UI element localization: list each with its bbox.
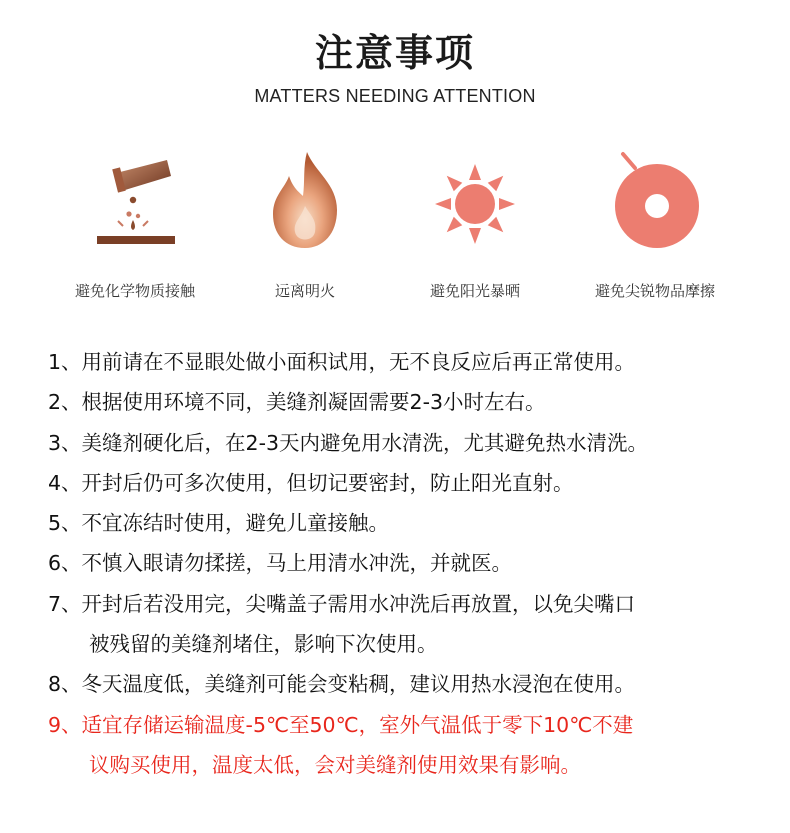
chemical-pour-icon bbox=[75, 146, 195, 256]
note-number: 8、 bbox=[48, 672, 82, 697]
icon-label-sun: 避免阳光暴晒 bbox=[429, 282, 520, 300]
note-number: 1、 bbox=[48, 350, 82, 374]
note-number: 2、 bbox=[48, 390, 82, 415]
note-item-4 bbox=[48, 463, 768, 503]
note-text: 适宜存储运输温度-5℃至50℃，室外气温低于零下10℃不建 bbox=[81, 712, 634, 737]
note-item-5 bbox=[48, 503, 768, 543]
note-item-6 bbox=[48, 543, 768, 583]
icon-label-flame: 远离明火 bbox=[274, 282, 335, 300]
note-text-continued: 议购买使用，温度太低，会对美缝剂使用效果有影响。 bbox=[89, 752, 581, 777]
icon-cell-chemical bbox=[40, 140, 230, 310]
note-number: 4、 bbox=[48, 470, 82, 495]
note-text: 开封后若没用完，尖嘴盖子需用水冲洗后再放置，以免尖嘴口 bbox=[81, 591, 636, 616]
note-number: 3、 bbox=[48, 430, 82, 455]
icon-cell-sharp bbox=[560, 140, 750, 310]
note-text: 不慎入眼请勿揉搓，马上用清水冲洗，并就医。 bbox=[81, 551, 513, 576]
page-title: 注意事项 bbox=[314, 31, 475, 75]
note-text: 美缝剂硬化后，在2-3天内避免用水清洗，尤其避免热水清洗。 bbox=[81, 430, 649, 455]
sharp-object-ring-icon bbox=[595, 146, 715, 256]
note-item-9-warning bbox=[48, 705, 768, 786]
note-item-1 bbox=[48, 342, 768, 382]
page-subtitle: MATTERS NEEDING ATTENTION bbox=[254, 86, 536, 106]
note-item-8 bbox=[48, 664, 768, 704]
note-text: 开封后仍可多次使用，但切记要密封，防止阳光直射。 bbox=[81, 470, 574, 495]
note-text: 用前请在不显眼处做小面积试用，无不良反应后再正常使用。 bbox=[81, 350, 636, 374]
note-number: 6、 bbox=[48, 551, 82, 576]
note-text: 根据使用环境不同，美缝剂凝固需要2-3小时左右。 bbox=[81, 390, 546, 415]
note-text: 不宜冻结时使用，避免儿童接触。 bbox=[81, 511, 390, 536]
note-number: 7、 bbox=[48, 591, 82, 616]
notes-list bbox=[48, 342, 768, 785]
note-item-2 bbox=[48, 382, 768, 422]
note-number: 5、 bbox=[48, 511, 82, 536]
icon-row bbox=[0, 140, 790, 310]
icon-cell-sun bbox=[380, 140, 570, 310]
note-text-continued: 被残留的美缝剂堵住，影响下次使用。 bbox=[89, 632, 438, 657]
flame-icon bbox=[245, 146, 365, 256]
note-item-7 bbox=[48, 584, 768, 665]
icon-label-sharp: 避免尖锐物品摩擦 bbox=[594, 282, 715, 300]
note-number: 9、 bbox=[48, 712, 82, 737]
note-item-3 bbox=[48, 423, 768, 463]
note-text: 冬天温度低，美缝剂可能会变粘稠，建议用热水浸泡在使用。 bbox=[81, 672, 636, 697]
icon-label-chemical: 避免化学物质接触 bbox=[74, 282, 195, 300]
icon-cell-flame bbox=[210, 140, 400, 310]
sun-icon bbox=[415, 146, 535, 256]
